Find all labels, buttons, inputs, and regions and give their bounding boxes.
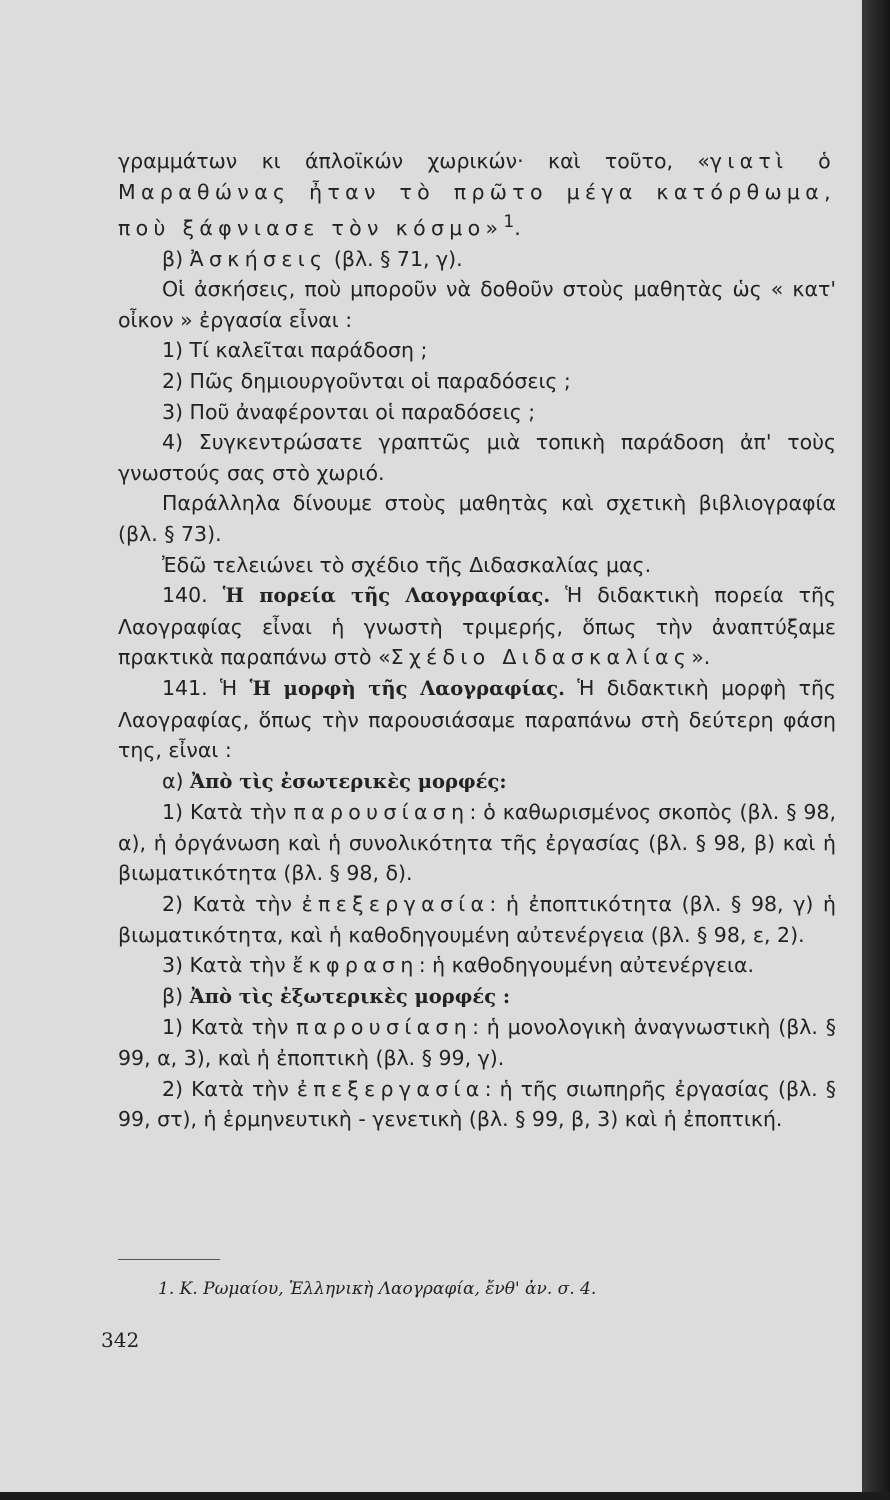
- section-141: [118, 673, 836, 766]
- footnote: 1. Κ. Ρωμαίου, Ἑλληνικὴ Λαογραφία, ἔνθ' ἀν. σ. 4.: [158, 1279, 597, 1299]
- section-140-end: ».: [691, 645, 711, 670]
- askiseis-paragraph: Οἱ ἀσκήσεις, ποὺ μποροῦν νὰ δοθοῦν στοὺς μαθητὰς ὡς « κατ' οἶκον » ἐργασία εἶναι :: [118, 277, 836, 332]
- internal-forms-marker: α): [162, 768, 191, 793]
- internal-item-3-text: : ἡ καθοδηγουμένη αὐτενέργεια.: [418, 953, 754, 978]
- external-item-2-term: ἐπεξεργασία: [296, 1076, 485, 1101]
- internal-item-3-lead: 3) Κατὰ τὴν: [162, 953, 293, 978]
- scan-edge-right: [862, 0, 890, 1500]
- section-141-number: 141. Ἡ: [162, 675, 250, 700]
- internal-item-1-text: : ὁ καθωρισμένος σκοπὸς (βλ. § 98, α), ἡ ὀργάνωση καὶ ἡ συνολικότητα τῆς ἐργασίας (βλ. § 98, β) καὶ ἡ βιωματικότητα (βλ. § 98, δ).: [118, 800, 836, 886]
- question-3: 3) Ποῦ ἀναφέρονται οἱ παραδόσεις ;: [162, 399, 536, 424]
- external-item-1: [118, 1012, 836, 1073]
- internal-forms-title: Ἀπὸ τὶς ἐσωτερικὲς μορφές:: [190, 769, 507, 793]
- section-140-number: 140.: [162, 583, 223, 608]
- section-140-spaced: Σχέδιο Διδασκαλίας: [390, 645, 692, 670]
- section-140: [118, 580, 836, 673]
- internal-item-1-term: παρουσίαση: [293, 800, 470, 825]
- question-4: 4) Συγκεντρώσατε γραπτῶς μιὰ τοπικὴ παράδοση ἀπ' τοὺς γνωστούς σας στὸ χωριό.: [118, 430, 836, 485]
- askiseis-title: Ἀσκήσεις: [189, 246, 328, 271]
- external-forms-heading: [118, 981, 836, 1013]
- external-forms-title: Ἀπὸ τὶς ἐξωτερικὲς μορφές :: [189, 984, 511, 1008]
- intro-text: γραμμάτων κι άπλοϊκών χωρικών· καὶ τοῦτο, «: [118, 149, 710, 173]
- question-1: 1) Τί καλεῖται παράδοση ;: [162, 338, 428, 363]
- edo-paragraph: Ἐδῶ τελειώνει τὸ σχέδιο τῆς Διδασκαλίας μας.: [162, 552, 652, 577]
- external-forms-marker: β): [162, 983, 190, 1008]
- external-item-2-text: : ἡ τῆς σιωπηρῆς ἐργασίας (βλ. § 99, στ), ἡ ἑρμηνευτικὴ - γενετικὴ (βλ. § 99, β, 3) καὶ ἡ ἐποπτική.: [118, 1076, 837, 1132]
- external-item-1-text: : ἡ μονολογικὴ ἀναγνωστικὴ (βλ. § 99, α, 3), καὶ ἡ ἐποπτικὴ (βλ. § 99, γ).: [118, 1015, 836, 1071]
- askiseis-ref: (βλ. § 71, γ).: [327, 246, 463, 271]
- external-item-2-lead: 2) Κατὰ τὴν: [162, 1076, 297, 1101]
- section-140-title: Ἡ πορεία τῆς Λαογραφίας.: [222, 584, 551, 608]
- internal-item-2-lead: 2) Κατὰ τὴν: [162, 892, 302, 917]
- internal-item-2-text: : ἡ ἐποπτικότητα (βλ. § 98, γ) ἡ βιωματικότητα, καὶ ἡ καθοδηγουμένη αὐτενέργεια (βλ. § 98, ε, 2).: [118, 892, 836, 947]
- askiseis-heading: [118, 244, 836, 275]
- intro-quote: γιατὶ ὁ Μαραθώνας ἦταν τὸ πρῶτο μέγα κατόρθωμα, ποὺ ξάφνιασε τὸν κόσμο»: [118, 149, 836, 241]
- askiseis-marker: β): [162, 246, 190, 271]
- intro-end: .: [514, 216, 521, 241]
- internal-item-3: [118, 950, 836, 981]
- question-2: 2) Πῶς δημιουργοῦνται οἱ παραδόσεις ;: [162, 368, 571, 393]
- internal-item-3-term: ἔκφραση: [292, 953, 419, 978]
- internal-item-1-lead: 1) Κατὰ τὴν: [162, 800, 294, 825]
- section-141-title: Ἡ μορφὴ τῆς Λαογραφίας.: [249, 676, 565, 700]
- body-text: [118, 146, 836, 1135]
- external-item-1-term: παρουσίαση: [296, 1015, 473, 1040]
- section-140-text: Ἡ διδακτικὴ πορεία τῆς Λαογραφίας εἶναι ἡ γνωστὴ τριμερής, ὅπως τὴν ἀναπτύξαμε πρακτικὰ παραπάνω στὸ «: [118, 583, 836, 670]
- footnote-divider: [118, 1259, 220, 1260]
- internal-item-1: [118, 797, 836, 889]
- intro-paragraph: [118, 146, 836, 244]
- footnote-ref: 1: [503, 212, 515, 233]
- section-141-text: Ἡ διδακτικὴ μορφὴ τῆς Λαογραφίας, ὅπως τὴν παρουσιάσαμε παραπάνω στὴ δεύτερη φάση της, εἶναι :: [118, 675, 836, 763]
- external-item-1-lead: 1) Κατὰ τὴν: [162, 1015, 297, 1040]
- page-number: 342: [101, 1328, 140, 1352]
- internal-item-2: [118, 889, 836, 950]
- scan-edge-bottom: [0, 1492, 890, 1500]
- internal-forms-heading: [118, 766, 836, 798]
- external-item-2: [118, 1074, 836, 1135]
- parallila-paragraph: Παράλληλα δίνουμε στοὺς μαθητὰς καὶ σχετικὴ βιβλιογραφία (βλ. § 73).: [118, 491, 836, 546]
- internal-item-2-term: ἐπεξεργασία: [301, 892, 490, 917]
